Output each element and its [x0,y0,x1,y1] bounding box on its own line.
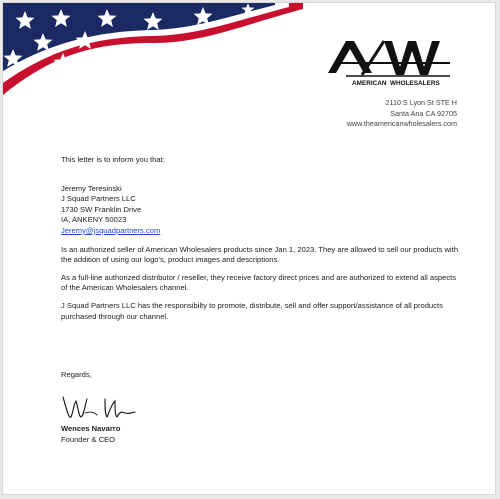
address-city: Santa Ana CA 92705 [390,108,457,118]
letter-page [2,2,496,495]
logo-line1: AMERICAN [352,80,387,87]
recipient-name: Jeremy Teresinski [61,183,122,193]
recipient-email-link[interactable]: Jeremy@jsquadpartners.com [61,225,161,235]
signer-name: Wences Navarro [61,424,121,433]
address-street: 2110 S Lyon St STE H [385,98,457,107]
recipient-block [61,184,461,237]
handwritten-signature [61,387,151,427]
american-flag-banner [3,3,303,95]
closing: Regards, [61,370,92,379]
signer-title: Founder & CEO [61,435,116,444]
address-website: www.theamericanwholesalers.com [346,119,457,128]
paragraph-responsibility: J Squad Partners LLC has the responsibilty to promote, distribute, sell and offer support/assistance of all products purchased through our channel. [61,300,443,321]
letter-intro: This letter is to inform you that: [61,155,165,164]
company-address [347,98,457,130]
recipient-company: J Squad Partners LLC [61,194,136,204]
letter-body [61,155,461,329]
logo-line2: WHOLESALERS [390,80,440,87]
paragraph-authorized-seller: Is an authorized seller of American Wholesalers products since Jan 1, 2023. They are allowed to sell our products with the addition of using our logo's, product images and descriptions. [61,244,459,265]
american-wholesalers-logo [326,39,466,95]
signer-block [61,423,120,445]
recipient-city: IA, ANKENY 50023 [61,215,127,225]
recipient-street: 1730 SW Franklin Drive [61,204,142,214]
paragraph-distributor: As a full-line authorized distributor / reseller, they receive factory direct prices and are authorized to extend all aspects of the American Wholesalers channel. [61,272,457,293]
